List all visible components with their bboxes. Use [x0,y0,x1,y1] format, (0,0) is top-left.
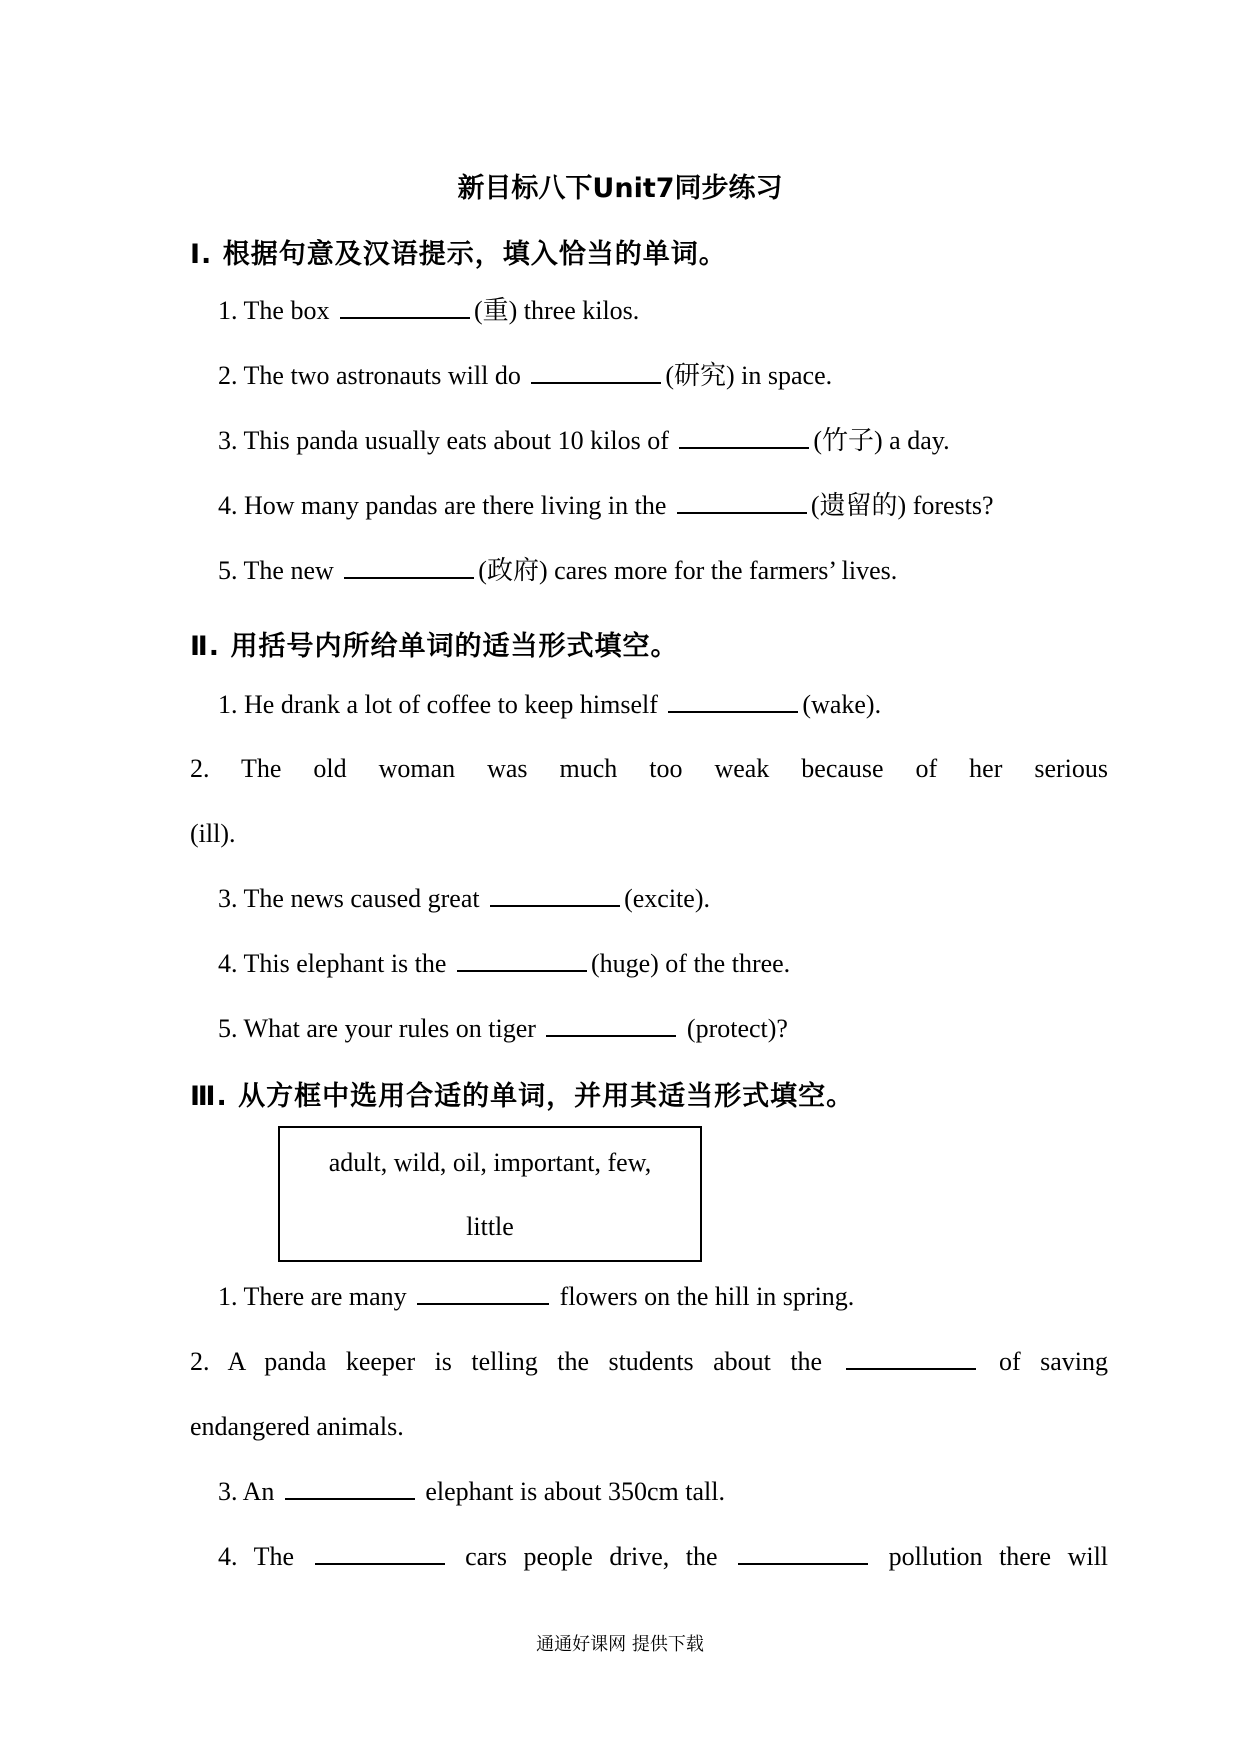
answer-blank[interactable] [546,1013,676,1037]
section2-heading: Ⅱ. 用括号内所给单词的适当形式填空。 [190,631,679,662]
answer-blank[interactable] [490,883,620,907]
s2-item-1: 1. He drank a lot of coffee to keep himself (wake). [218,690,882,719]
word-bank-box [278,1126,702,1262]
answer-blank[interactable] [417,1281,549,1305]
section1-heading: Ⅰ. 根据句意及汉语提示，填入恰当的单词。 [190,239,727,270]
answer-blank[interactable] [344,555,474,579]
s1-item-4: 4. How many pandas are there living in the (遗留的) forests? [218,491,994,520]
s3-item-2: 2. A panda keeper is telling the students about the of saving [190,1347,1109,1376]
page-footer: 通通好课网 提供下载 [536,1634,704,1655]
answer-blank[interactable] [738,1541,868,1565]
answer-blank[interactable] [340,295,470,319]
s2-item-4: 4. This elephant is the (huge) of the three. [218,949,791,978]
answer-blank[interactable] [315,1541,445,1565]
s3-item-3: 3. An elephant is about 350cm tall. [218,1477,725,1506]
s2-item-2-continued: (ill). [190,819,236,848]
s3-item-2-continued: endangered animals. [190,1412,404,1441]
s1-item-1: 1. The box (重) three kilos. [218,296,640,325]
page-title: 新目标八下Unit7同步练习 [457,173,783,204]
s2-item-2: 2. The old woman was much too weak because of her serious [190,754,1108,783]
word-bank-line-1: adult, wild, oil, important, few, [328,1148,652,1177]
s1-item-2: 2. The two astronauts will do (研究) in space. [218,361,833,390]
s3-item-1: 1. There are many flowers on the hill in spring. [218,1282,855,1311]
answer-blank[interactable] [677,490,807,514]
s3-item-4: 4. The cars people drive, the pollution there will [218,1542,1109,1571]
answer-blank[interactable] [846,1346,976,1370]
s1-item-3: 3. This panda usually eats about 10 kilos of (竹子) a day. [218,426,950,455]
word-bank-line-2: little [466,1212,514,1241]
s2-item-5: 5. What are your rules on tiger (protect)? [218,1014,788,1043]
answer-blank[interactable] [531,360,661,384]
s2-item-3: 3. The news caused great (excite). [218,884,710,913]
answer-blank[interactable] [679,425,809,449]
answer-blank[interactable] [285,1476,415,1500]
section3-heading: Ⅲ. 从方框中选用合适的单词，并用其适当形式填空。 [190,1081,855,1112]
answer-blank[interactable] [457,948,587,972]
answer-blank[interactable] [668,689,798,713]
s1-item-5: 5. The new (政府) cares more for the farmers’ lives. [218,556,898,585]
